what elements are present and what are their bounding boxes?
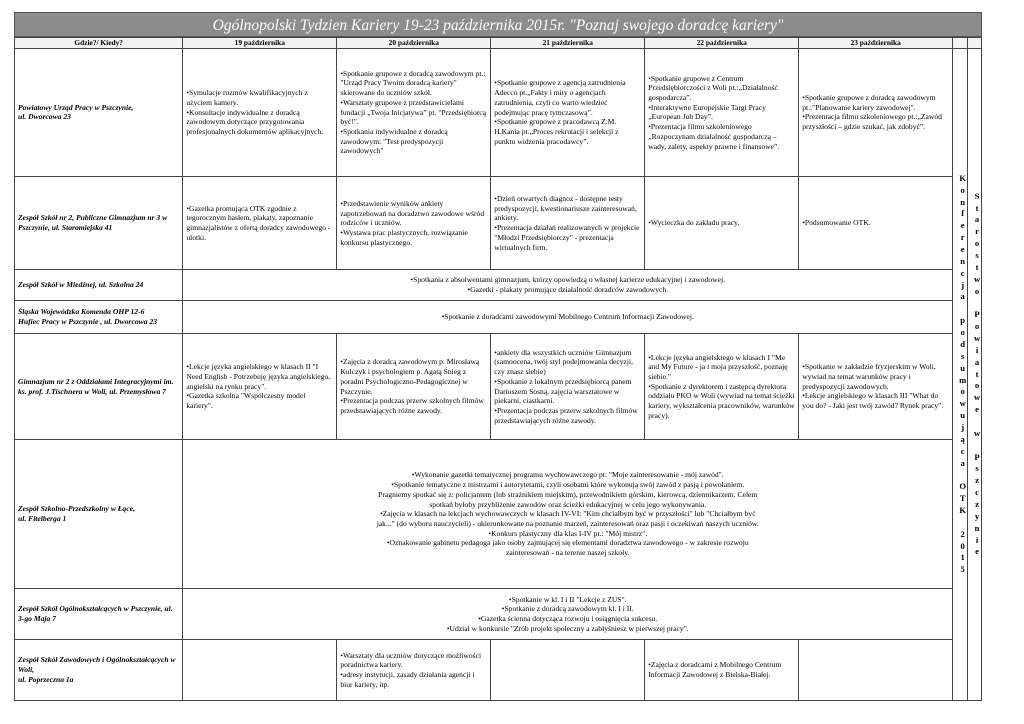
location-cell: Zespół Szkolno-Przedszkolny w Łące, ul. Fitelberga 1 <box>15 439 183 588</box>
activity-cell: •Zajęcia z doradcami z Mobilnego Centrum Informacji Zawodowej z Bielska-Białej. <box>645 639 799 700</box>
activity-cell: •Zajęcia z doradcą zawodowym p. Mirosławą Kulczyk i psychologiem p. Agatą Śnieg z poradni Psychologiczno-Pedagogicznej w Pszczynie. •Prezentacja podczas przerw szkolnych filmów przedstawiających różne zawody. <box>337 334 491 440</box>
schedule-page <box>14 12 982 701</box>
table-row <box>15 300 982 334</box>
table-row <box>15 334 982 440</box>
header-cell-side <box>967 38 981 49</box>
activity-cell <box>799 639 953 700</box>
activity-cell: •Symulacje rozmów kwalifikacyjnych z użyciem kamery. •Konsultacje indywidualne z doradcą zawodowym dotyczące przygotowania profesjonalnych dokumentów aplikacyjnych. <box>183 49 337 177</box>
vertical-text: K o n f e r e n c j a p o d s u m o w u j ą c a O T K 2 0 1 5 <box>959 172 967 575</box>
activity-cell-merged: •Spotkanie z doradcami zawodowymi Mobilnego Centrum Informacji Zawodowej. <box>183 300 953 334</box>
activity-cell <box>491 639 645 700</box>
activity-cell: •Spotkanie w zakładzie fryzjerskim w Woli, wywiad na temat warunków pracy i predyspozycji zawodowych. •Lekcje angielskiego w klasach III "What do you do? - Jaki jest twój zawód? Rynek pracy". <box>799 334 953 440</box>
header-cell: 22 października <box>645 38 799 49</box>
location-cell: Gimnazjum nr 2 z Oddziałami Integracyjnymi im. ks. prof. J.Tischnera w Woli, ul. Przemysłowa 7 <box>15 334 183 440</box>
side-label-venue <box>967 49 981 701</box>
schedule-table <box>14 37 982 701</box>
activity-cell: •Przedstawienie wyników ankiety zapotrzebowań na doradztwo zawodowe wśród rodziców i uczniów. •Wystawa prac plastycznych, rozwiązanie konkursu plastycznego. <box>337 176 491 269</box>
header-cell: 19 października <box>183 38 337 49</box>
activity-cell <box>183 639 337 700</box>
header-cell: 20 października <box>337 38 491 49</box>
header-cell: 23 października <box>799 38 953 49</box>
activity-cell-merged: •Spotkania z absolwentami gimnazjum, którzy opowiedzą o własnej karierze edukacyjnej i zawodowej. •Gazetki - plakaty promujące działalność doradców zawodowych. <box>183 270 953 300</box>
activity-cell: •Spotkanie grupowe z doradcą zawodowym pt.:"Planowanie kariery zawodowej". •Prezentacja filmu szkoleniowego pt.:„Zawód przyszłości – gdzie szukać, jak zdobyć”. <box>799 49 953 177</box>
activity-cell: •ankiety dla wszystkich uczniów Gimnazjum (samoocena, twój styl podejmowania decyzji, czy znasz siebie) •Spotkanie z lokalnym przedsiębiorcą panem Dariuszem Sosną, zajęcia warsztatowe w piekarni, ciastkarni. •Prezentacja podczas przerw szkolnych filmów przedstawiających różne zawody. <box>491 334 645 440</box>
location-cell: Zespół Szkół Zawodowych i Ogólnokształcących w Woli, ul. Poprzeczna 1a <box>15 639 183 700</box>
table-row <box>15 639 982 700</box>
side-label-conference <box>953 49 967 701</box>
schedule-body <box>15 49 982 701</box>
location-cell: Zespół Szkół w Miedźnej, ul. Szkolna 24 <box>15 270 183 300</box>
activity-cell: •Lekcje języka angielskiego w klasach II "I Need English - Potrzebuję języka angielskiego, angielski na rynku pracy". •Gazetka szkolna "Współczesny model kariery". <box>183 334 337 440</box>
activity-cell: •Wycieczka do zakładu pracy. <box>645 176 799 269</box>
activity-cell: •Gazetka promująca OTK zgodnie z tegorocznym hasłem, plakaty, zapoznanie gimnazjalistów z ofertą doradcy zawodowego - ulotki. <box>183 176 337 269</box>
activity-cell: •Warsztaty dla uczniów dotyczące możliwości poradnictwa kariery. •adresy instytucji, zasady działania agencji i biur kariery, itp. <box>337 639 491 700</box>
vertical-text: S t a r o s t w o P o w i a t o w e w P s z c z y n i e <box>973 190 981 557</box>
activity-cell: •Dzień otwartych diagnoz - dostępne testy predyspozycji, kwestionariusze zainteresowań, ankiety. •Prezentacja działań realizowanych w projekcie "Młodzi Przedsiębiorczy" - prezentacja wirtualnych firm. <box>491 176 645 269</box>
activity-cell-merged: •Wykonanie gazetki tematycznej programu wychowawczego pt: "Moje zainteresowanie - mój zawód". •Spotkanie tematyczne z mistrzami i autorytetami, czyli osobami które wykonują swój zawód z pasją i powołaniem. Pragniemy spotkać się z: policjantem (lub strażnikiem miejskim), przewodnikiem górskim, kierowcą, dziennikarzem. Celem spotkań byłoby przybliżenie zawodów oraz ścieżki edukacyjnej w celu jego wykonywania. •Zajęcia w klasach na lekcjach wychowawczych w klasach IV-VI: "Kim chciałbym być w przyszłości" lub "Chciałbym być jak..." (do wyboru nauczycieli) - ukierunkowane na poznanie marzeń, zainteresowań oraz pasji i oczekiwań naszych uczniów. •Konkurs plastyczny dla klas I-IV pt.: "Mój mistrz". •Oznakowanie gabinetu pedagoga jako osoby zajmującej się elementami doradztwa zawodowego - w zakresie rozwoju zainteresowań - na terenie naszej szkoły. <box>183 439 953 588</box>
table-row <box>15 439 982 588</box>
header-row <box>15 38 982 49</box>
header-cell-side <box>953 38 967 49</box>
header-cell: 21 października <box>491 38 645 49</box>
location-cell: Śląska Wojewódzka Komenda OHP 12-6 Hufiec Pracy w Pszczynie , ul. Dworcowa 23 <box>15 300 183 334</box>
location-cell: Zespół Szkół nr 2, Publiczne Gimnazjum nr 3 w Pszczynie, ul. Staromiejska 41 <box>15 176 183 269</box>
page-title: Ogólnopolski Tydzien Kariery 19-23 października 2015r. "Poznaj swojego doradcę kariery" <box>14 12 982 37</box>
activity-cell: •Spotkanie grupowe z agencją zatrudnienia Adecco pt.„Fakty i mity o agencjach zatrudnienia, czyli co warto wiedzieć podejmując pracę tymczasową”. •Spotkanie grupowe z pracodawcą Z.M. H.Kania pt.„Proces rekrutacji i selekcji z punktu widzenia pracodawcy”. <box>491 49 645 177</box>
activity-cell: •Spotkanie grupowe z doradcą zawodowym pt.: "Urząd Pracy Twoim doradcą kariery" skierowane do uczniów szkół. •Warsztaty grupowe z przedstawicielami fundacji „Twoja Inicjatywa” pt. "Przedsiębiorcą być!". •Spotkania indywidualne z doradcą zawodowym: "Test predyspozycji zawodowych" <box>337 49 491 177</box>
activity-cell-merged: •Spotkanie w kl. I i II "Lekcje z ZUS". •Spotkanie z doradcą zawodowym kl. I i II. •Gazetka ścienna dotycząca rozwoju i osiągnięcia sukcesu. •Udział w konkursie "Zrób projekt społeczny a zabłyśniesz w pierwszej pracy". <box>183 589 953 640</box>
table-row <box>15 270 982 300</box>
activity-cell: •Spotkanie grupowe z Centrum Przedsiębiorczości z Woli pt.:„Działalność gospodarcza”. •Interaktywne Europejskie Targi Pracy „European Job Day”. •Prezentacja filmu szkoleniowego „Rozpoczynam działalność gospodarczą – wady, zalety, aspekty prawne i finansowe”. <box>645 49 799 177</box>
table-row <box>15 49 982 177</box>
activity-cell: •Lekcje języka angielskiego w klasach I "Me and My Future - ja i moja przyszłość, poznaję siebie." •Spotkanie z dyrektorem i zastępcą dyrektora oddziału PKO w Woli (wywiad na temat ścieżki kariery, wykształcenia pracowników, warunków pracy). <box>645 334 799 440</box>
location-cell: Zespół Szkół Ogólnokształcących w Pszczynie, ul. 3-go Maja 7 <box>15 589 183 640</box>
activity-cell: •Podsumowanie OTK. <box>799 176 953 269</box>
table-row <box>15 176 982 269</box>
location-cell: Powiatowy Urząd Pracy w Pszczynie, ul. Dworcowa 23 <box>15 49 183 177</box>
table-row <box>15 589 982 640</box>
header-cell: Gdzie?/ Kiedy? <box>15 38 183 49</box>
